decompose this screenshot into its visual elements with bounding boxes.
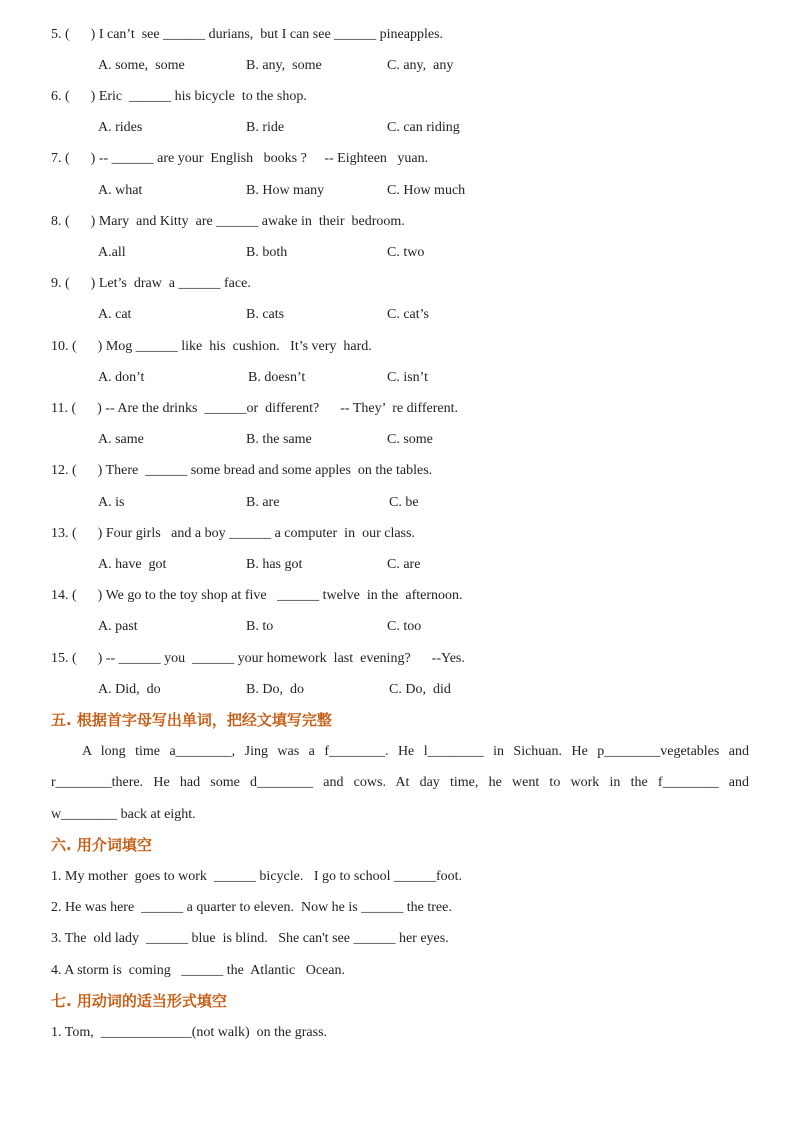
option-c: C. How much [387, 183, 466, 198]
question-12-options [98, 494, 698, 512]
option-a: A. some, some [98, 58, 185, 73]
section-7-title: 七. 用动词的适当形式填空 [51, 992, 227, 1010]
option-b: B. to [246, 619, 274, 634]
question-13-options [98, 556, 698, 574]
option-b: B. the same [246, 432, 312, 447]
option-c: C. too [387, 619, 422, 634]
question-8-options [98, 244, 698, 262]
question-10-stem: 10. ( ) Mog ______ like his cushion. It’s very hard. [51, 339, 372, 354]
section-6-item-2: 2. He was here ______ a quarter to eleven. Now he is ______ the tree. [51, 900, 452, 915]
section-5-line-3: w________ back at eight. [51, 807, 196, 822]
question-6-stem: 6. ( ) Eric ______ his bicycle to the shop. [51, 89, 307, 104]
question-14-stem: 14. ( ) We go to the toy shop at five ______ twelve in the afternoon. [51, 588, 463, 603]
option-b: B. cats [246, 307, 285, 322]
section-6-title: 六. 用介词填空 [51, 836, 152, 854]
option-a: A. have got [98, 557, 167, 572]
option-c: C. Do, did [389, 682, 451, 697]
question-14-options [98, 618, 698, 636]
option-a: A.all [98, 245, 126, 260]
option-c: C. are [387, 557, 421, 572]
question-7-stem: 7. ( ) -- ______ are your English books ? -- Eighteen yuan. [51, 151, 429, 166]
question-13-stem: 13. ( ) Four girls and a boy ______ a computer in our class. [51, 526, 415, 541]
option-a: A. what [98, 183, 143, 198]
option-b: B. both [246, 245, 288, 260]
question-7-options [98, 182, 698, 200]
section-6-item-1: 1. My mother goes to work ______ bicycle. I go to school ______foot. [51, 869, 463, 884]
option-c: C. any, any [387, 58, 454, 73]
option-b: B. How many [246, 183, 325, 198]
question-11-options [98, 431, 698, 449]
question-5-options [98, 57, 698, 75]
option-c: C. cat’s [387, 307, 429, 322]
option-c: C. be [389, 495, 419, 510]
question-12-stem: 12. ( ) There ______ some bread and some apples on the tables. [51, 463, 433, 478]
option-a: A. past [98, 619, 138, 634]
option-b: B. has got [246, 557, 303, 572]
option-a: A. same [98, 432, 144, 447]
section-6-item-3: 3. The old lady ______ blue is blind. She can't see ______ her eyes. [51, 931, 449, 946]
question-8-stem: 8. ( ) Mary and Kitty are ______ awake in their bedroom. [51, 214, 405, 229]
option-a: A. cat [98, 307, 132, 322]
section-5-line-1: A long time a________, Jing was a f________. He l________ in Sichuan. He p________vegetables and [82, 744, 749, 759]
question-15-stem: 15. ( ) -- ______ you ______ your homework last evening? --Yes. [51, 651, 465, 666]
option-b: B. Do, do [246, 682, 304, 697]
option-b: B. ride [246, 120, 285, 135]
section-5-title: 五. 根据首字母写出单词，把经文填写完整 [51, 711, 332, 729]
question-6-options [98, 119, 698, 137]
question-9-stem: 9. ( ) Let’s draw a ______ face. [51, 276, 251, 291]
question-9-options [98, 306, 698, 324]
section-5-line-2: r________there. He had some d________ and cows. At day time, he went to work in the f________ and [51, 775, 749, 790]
option-c: C. some [387, 432, 433, 447]
question-15-options [98, 681, 698, 699]
option-b: B. any, some [246, 58, 322, 73]
option-a: A. don’t [98, 370, 145, 385]
option-a: A. is [98, 495, 125, 510]
section-6-item-4: 4. A storm is coming ______ the Atlantic Ocean. [51, 963, 345, 978]
option-a: A. rides [98, 120, 143, 135]
section-7-item-1: 1. Tom, _____________(not walk) on the grass. [51, 1025, 328, 1040]
question-5-stem: 5. ( ) I can’t see ______ durians, but I can see ______ pineapples. [51, 27, 444, 42]
question-11-stem: 11. ( ) -- Are the drinks ______or different? -- They’ re different. [51, 401, 459, 416]
option-c: C. two [387, 245, 425, 260]
option-c: C. can riding [387, 120, 460, 135]
option-b: B. doesn’t [248, 370, 306, 385]
option-b: B. are [246, 495, 280, 510]
question-10-options [98, 369, 698, 387]
option-c: C. isn’t [387, 370, 428, 385]
option-a: A. Did, do [98, 682, 161, 697]
